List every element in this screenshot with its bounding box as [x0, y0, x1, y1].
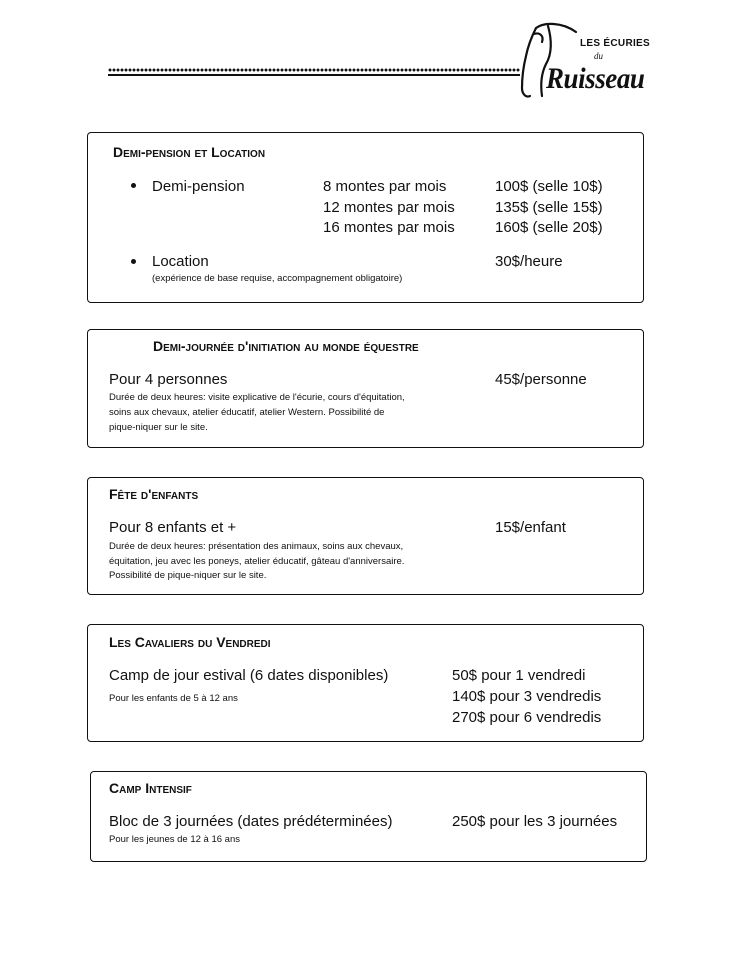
- item-note: Pour les jeunes de 12 à 16 ans: [109, 834, 240, 845]
- section-title: Fête d'enfants: [109, 486, 199, 502]
- price: 45$/personne: [495, 371, 587, 388]
- item-label: Location: [152, 253, 209, 270]
- price: 15$/enfant: [495, 519, 566, 536]
- price-2: 140$ pour 3 vendredis: [452, 688, 602, 705]
- description-line: Durée de deux heures: visite explicative de l'écurie, cours d'équitation,: [109, 392, 405, 403]
- item-note: (expérience de base requise, accompagnement obligatoire): [152, 273, 403, 284]
- logo-line-2: du: [594, 51, 603, 61]
- description-line: équitation, jeu avec les poneys, atelier éducatif, gâteau d'anniversaire.: [109, 556, 405, 567]
- item-label: Camp de jour estival (6 dates disponibles): [109, 667, 389, 684]
- price-2: 135$ (selle 15$): [495, 199, 603, 216]
- frequency-2: 12 montes par mois: [323, 199, 455, 216]
- logo-wordmark: Ruisseau: [546, 62, 645, 95]
- description-line: soins aux chevaux, atelier éducatif, atelier Western. Possibilité de: [109, 407, 385, 418]
- description-line: Durée de deux heures: présentation des animaux, soins aux chevaux,: [109, 541, 404, 552]
- item-label: Pour 4 personnes: [109, 371, 228, 388]
- item-label: Bloc de 3 journées (dates prédéterminées): [109, 813, 393, 830]
- logo-line-1: LES ÉCURIES: [580, 38, 650, 49]
- section-title: Les Cavaliers du Vendredi: [109, 634, 271, 650]
- price-3: 160$ (selle 20$): [495, 219, 603, 236]
- item-note: Pour les enfants de 5 à 12 ans: [109, 693, 238, 704]
- section-title: Demi-pension et Location: [113, 144, 266, 160]
- bullet-icon: [131, 183, 136, 188]
- description-line: pique-niquer sur le site.: [109, 422, 208, 433]
- price-1: 50$ pour 1 vendredi: [452, 667, 586, 684]
- price: 250$ pour les 3 journées: [452, 813, 618, 830]
- logo: [518, 20, 650, 102]
- price-1: 100$ (selle 10$): [495, 178, 603, 195]
- item-label: Pour 8 enfants et +: [109, 519, 237, 536]
- frequency-1: 8 montes par mois: [323, 178, 447, 195]
- frequency-3: 16 montes par mois: [323, 219, 455, 236]
- bullet-icon: [131, 259, 136, 264]
- section-title: Demi-journée d'initiation au monde équestre: [153, 338, 419, 354]
- price-location: 30$/heure: [495, 253, 563, 270]
- price-3: 270$ pour 6 vendredis: [452, 709, 602, 726]
- item-label: Demi-pension: [152, 178, 245, 195]
- section-title: Camp Intensif: [109, 780, 192, 796]
- header-rule: [108, 74, 520, 76]
- description-line: Possibilité de pique-niquer sur le site.: [109, 570, 267, 581]
